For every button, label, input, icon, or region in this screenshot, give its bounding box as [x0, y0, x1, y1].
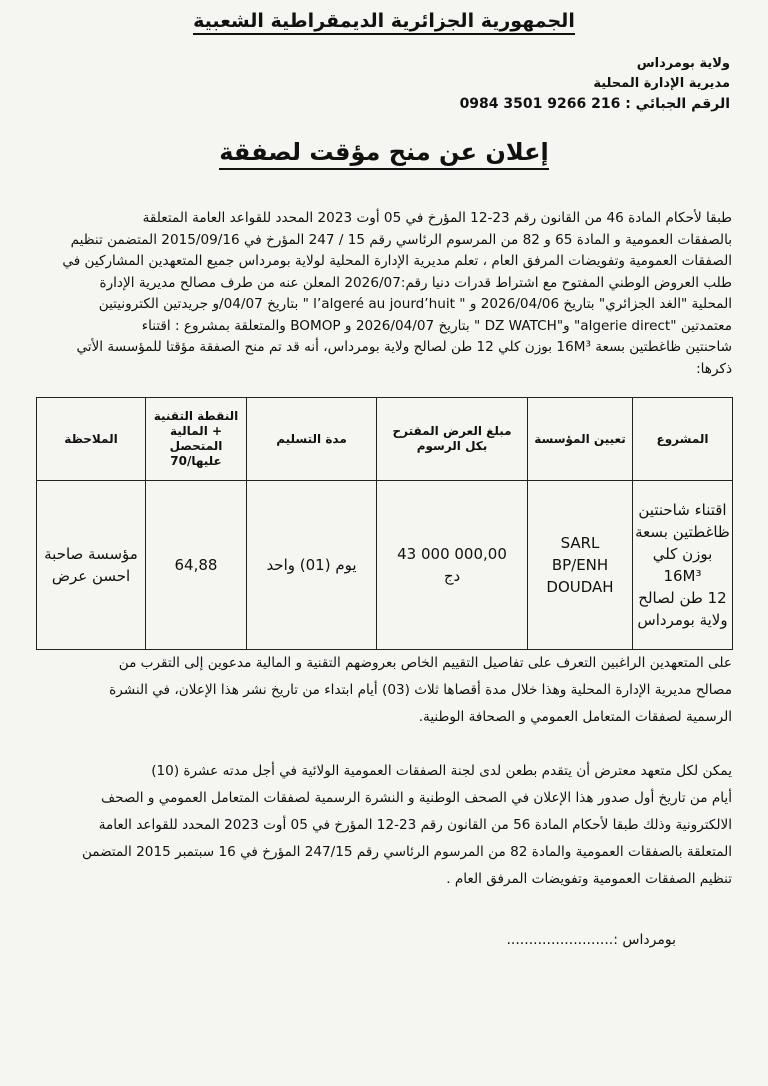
cell-score: 64,88 — [146, 481, 247, 650]
header-remark: الملاحظة — [37, 398, 146, 481]
signoff-place-date: بومرداس :........................ — [506, 932, 676, 948]
text-line: على المتعهدين الراغبين التعرف على تفاصيل التقييم الخاص بعروضهم التقنية و المالية مدعوين إلى التقرب من — [118, 655, 732, 671]
text-line: أيام من تاريخ أول صدور هذا الإعلان في الصحف الوطنية و النشرة الرسمية لصفقات المتعامل العمومي و الصحف — [101, 790, 732, 806]
table-row — [37, 481, 733, 650]
intro-paragraph — [30, 208, 732, 380]
header-amount: مبلغ العرض المقترح بكل الرسوم — [377, 398, 528, 481]
appeal-paragraph — [30, 758, 732, 893]
cell-project: اقتناء شاحنتين ظاغطتين بسعة بوزن كلي 16M³ 12 طن لصالح ولاية بومرداس — [633, 481, 733, 650]
text-line: طلب العروض الوطني المفتوح مع اشتراط قدرات دنيا رقم:2026/07 المعلن عنه من طرف مصالح مديرية الإدارة — [99, 274, 732, 291]
table-header-row — [37, 398, 733, 481]
cell-remark: مؤسسة صاحبة احسن عرض — [37, 481, 146, 650]
header-score: النقطة التقنية + المالية المتحصل عليها/70 — [146, 398, 247, 481]
tax-id: الرقم الجبائي : 216 9266 3501 0984 — [459, 96, 730, 112]
text-line: مصالح مديرية الإدارة المحلية وهذا خلال مدة أقصاها ثلاث (03) أيام ابتداء من تاريخ نشر هذا الإعلان، في النشرة — [109, 682, 732, 698]
text-line: المتعلقة بالصفقات العمومية والمادة 82 من المرسوم الرئاسي رقم 247/15 المؤرخ في 16 سبتمبر 2015 المتضمن — [81, 844, 732, 860]
text-line: شاحنتين ظاغطتين بسعة 16M³ بوزن كلي 12 طن لصالح ولاية بومرداس، أنه قد تم منح الصفقة مؤقتا للمؤسسة الأتي — [76, 339, 732, 355]
cell-delivery: يوم (01) واحد — [247, 481, 377, 650]
text-line: بالصفقات العمومية و المادة 65 و 82 من المرسوم الرئاسي رقم 15 / 247 المؤرخ في 2015/09/16 المتضمن تنظيم — [70, 231, 732, 248]
text-line: ذكرها: — [696, 360, 732, 377]
header-enterprise: تعيين المؤسسة — [528, 398, 633, 481]
text-line: طبقا لأحكام المادة 46 من القانون رقم 23-12 المؤرخ في 05 أوت 2023 المحدد للقواعد العامة المتعلقة — [142, 210, 732, 226]
wilaya-name: ولاية بومرداس — [636, 56, 730, 71]
cell-amount: 43 000 000,00 دج — [377, 481, 528, 650]
cell-enterprise: SARL BP/ENH DOUDAH — [528, 481, 633, 650]
text-line: الصفقات العمومية وتفويضات المرفق العام ، تعلم مديرية الإدارة المحلية لولاية بومرداس جميع المتعهدين المشاركين في — [62, 253, 732, 269]
announcement-title: إعلان عن منح مؤقت لصفقة — [0, 138, 768, 166]
evaluation-paragraph — [30, 650, 732, 731]
header-project: المشروع — [633, 398, 733, 481]
text-line: يمكن لكل متعهد معترض أن يتقدم بطعن لدى لجنة الصفقات العمومية الولائية في أجل مدته عشرة (10) — [151, 763, 732, 779]
text-line: تنظيم الصفقات العمومية وتفويضات المرفق العام . — [446, 871, 732, 887]
header-delivery: مدة التسليم — [247, 398, 377, 481]
text-line: الرسمية لصفقات المتعامل العمومي و الصحافة الوطنية. — [418, 709, 732, 725]
award-table — [36, 397, 733, 650]
text-line: معتمدتين "algerie direct" و"DZ WATCH " بتاريخ 2026/04/07 و BOMOP والمتعلقة بمشروع : اقتناء — [141, 317, 732, 334]
text-line: الالكترونية وذلك طبقا لأحكام المادة 56 من القانون رقم 23-12 المؤرخ في 05 أوت 2023 المحدد للقواعد العامة — [98, 817, 732, 833]
republic-header: الجمهورية الجزائرية الديمقراطية الشعبية — [0, 10, 768, 32]
text-line: المحلية "الغد الجزائري" بتاريخ 2026/04/06 و " l’algeré au jourd’huit " بتاريخ 04/07/و جريدتين الكترونيتين — [98, 296, 732, 312]
directorate-name: مديرية الإدارة المحلية — [593, 76, 730, 91]
